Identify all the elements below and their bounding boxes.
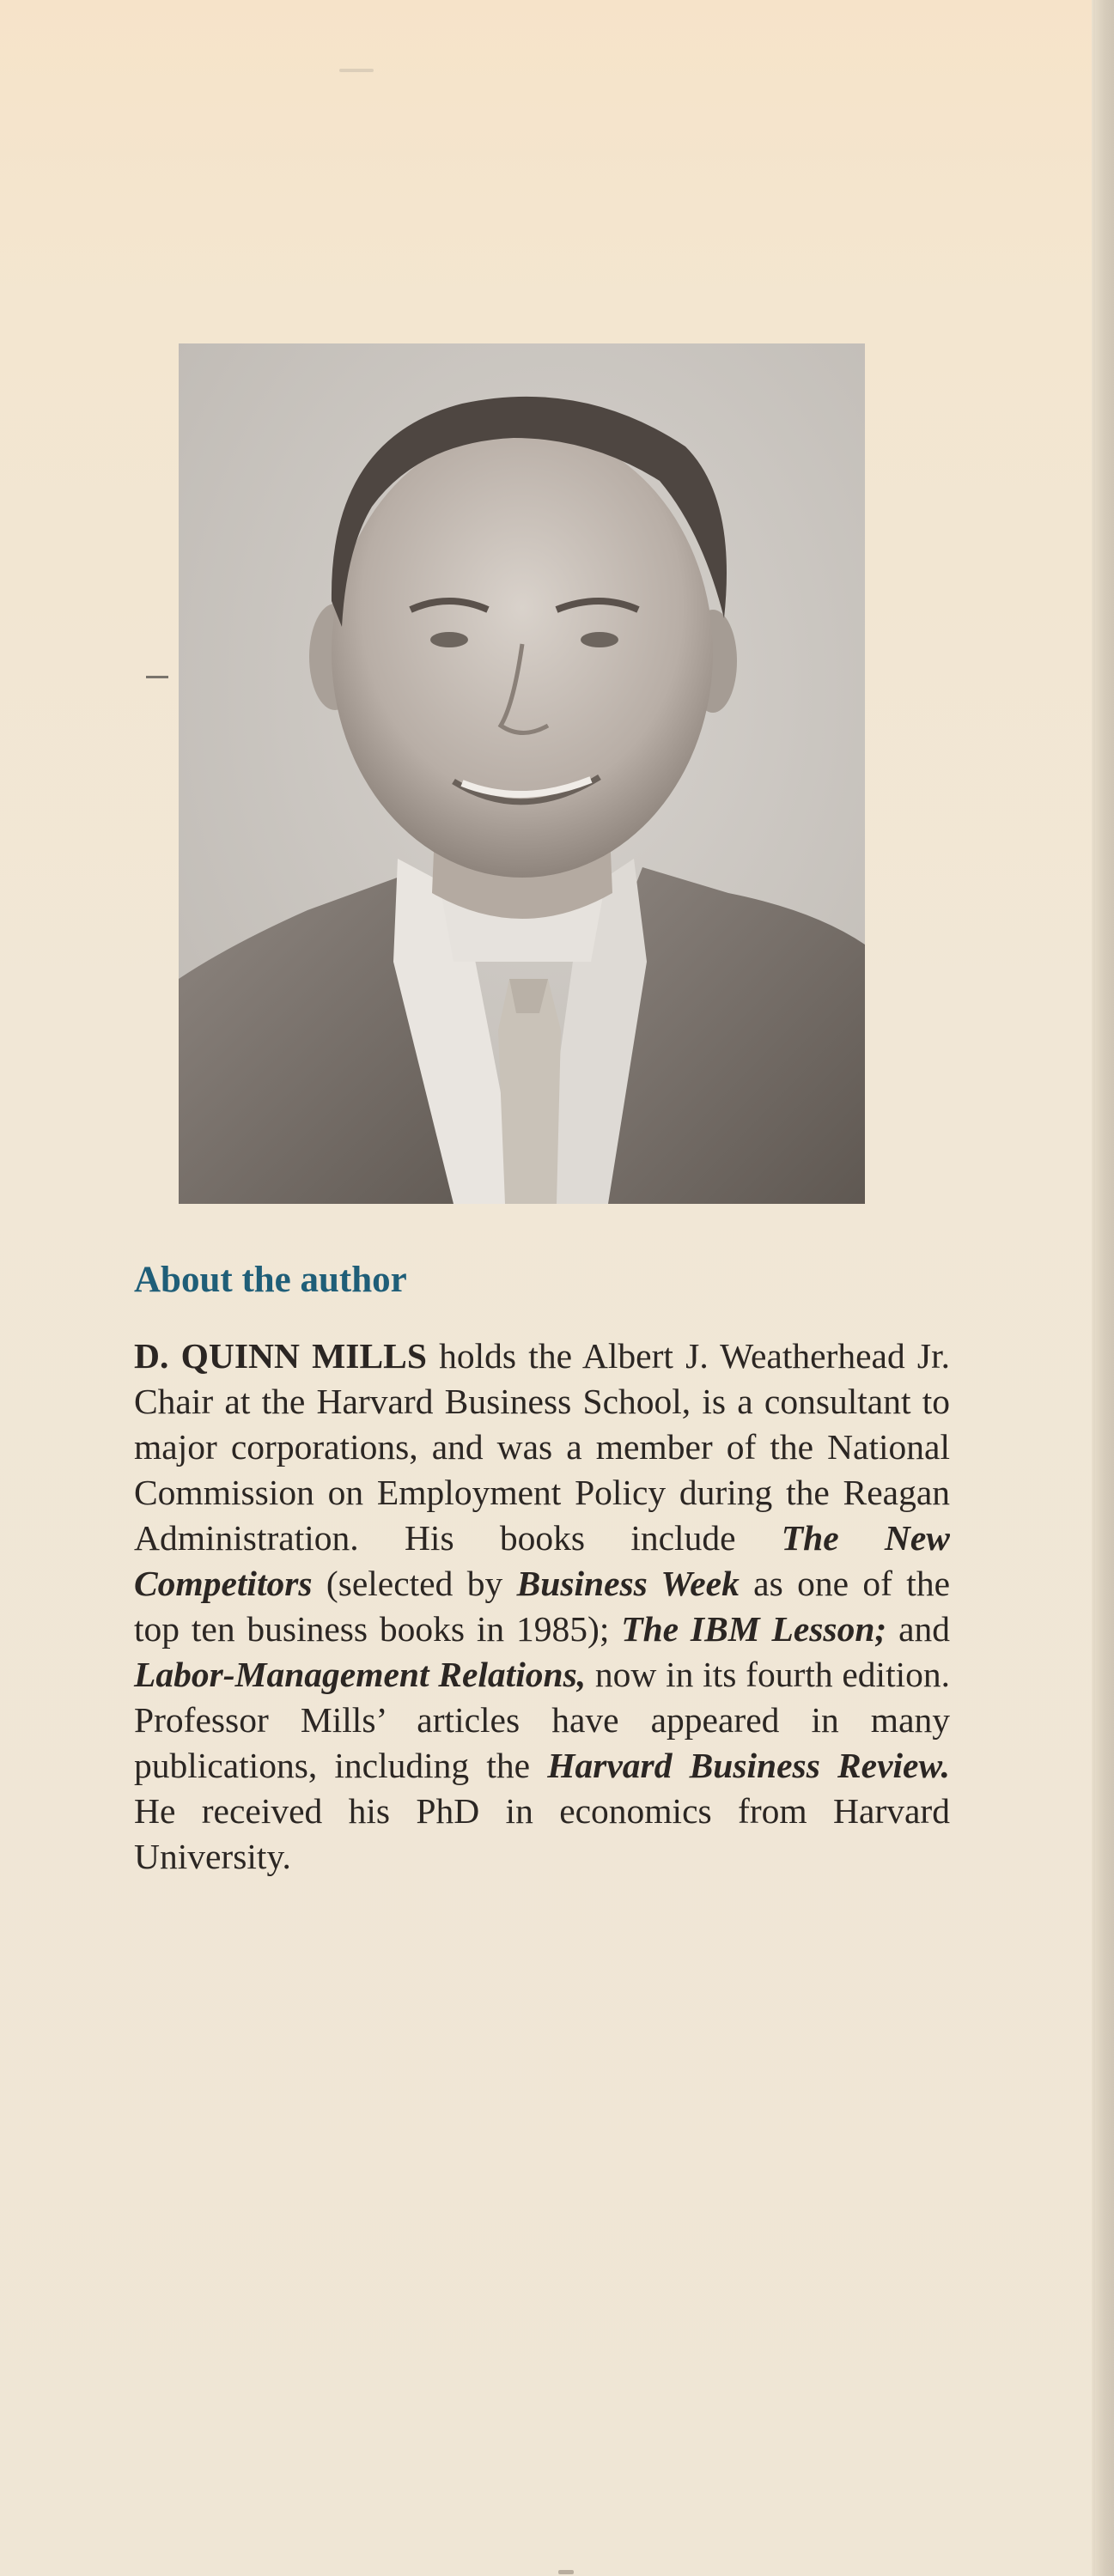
page-edge-line: [1093, 0, 1095, 2576]
bio-text: as one of the top ten business books in 1985);: [134, 1564, 951, 1649]
paper-speck: [339, 69, 374, 72]
author-photo: [179, 343, 865, 1204]
book-title: The IBM Lesson;: [621, 1609, 887, 1649]
bio-text: and: [886, 1609, 950, 1649]
section-heading: About the author: [134, 1260, 407, 1300]
book-title: Labor-Management Relations,: [134, 1655, 587, 1694]
author-name: D. QUINN MILLS: [134, 1336, 427, 1376]
journal-title: Harvard Business Review.: [547, 1746, 950, 1785]
author-bio: [134, 1334, 950, 1880]
bio-text: holds the Albert J. Weatherhead Jr. Chair at the Harvard Business School, is a consultant to major corporations, and was a member of the National Commission on Employment Policy during the Reagan Administration. His books include: [134, 1336, 950, 1558]
author-portrait-illustration: [179, 343, 865, 1204]
bio-text: now in its fourth edition. Professor Mills’ articles have appeared in many publications, including the: [134, 1655, 951, 1785]
bio-text: He received his PhD in economics from Harvard University.: [134, 1791, 950, 1876]
paper-speck: [558, 2570, 574, 2574]
margin-mark: [146, 676, 168, 678]
book-title: The New Competitors: [134, 1518, 950, 1603]
magazine-title: Business Week: [516, 1564, 740, 1603]
bio-text: (selected by: [312, 1564, 517, 1603]
